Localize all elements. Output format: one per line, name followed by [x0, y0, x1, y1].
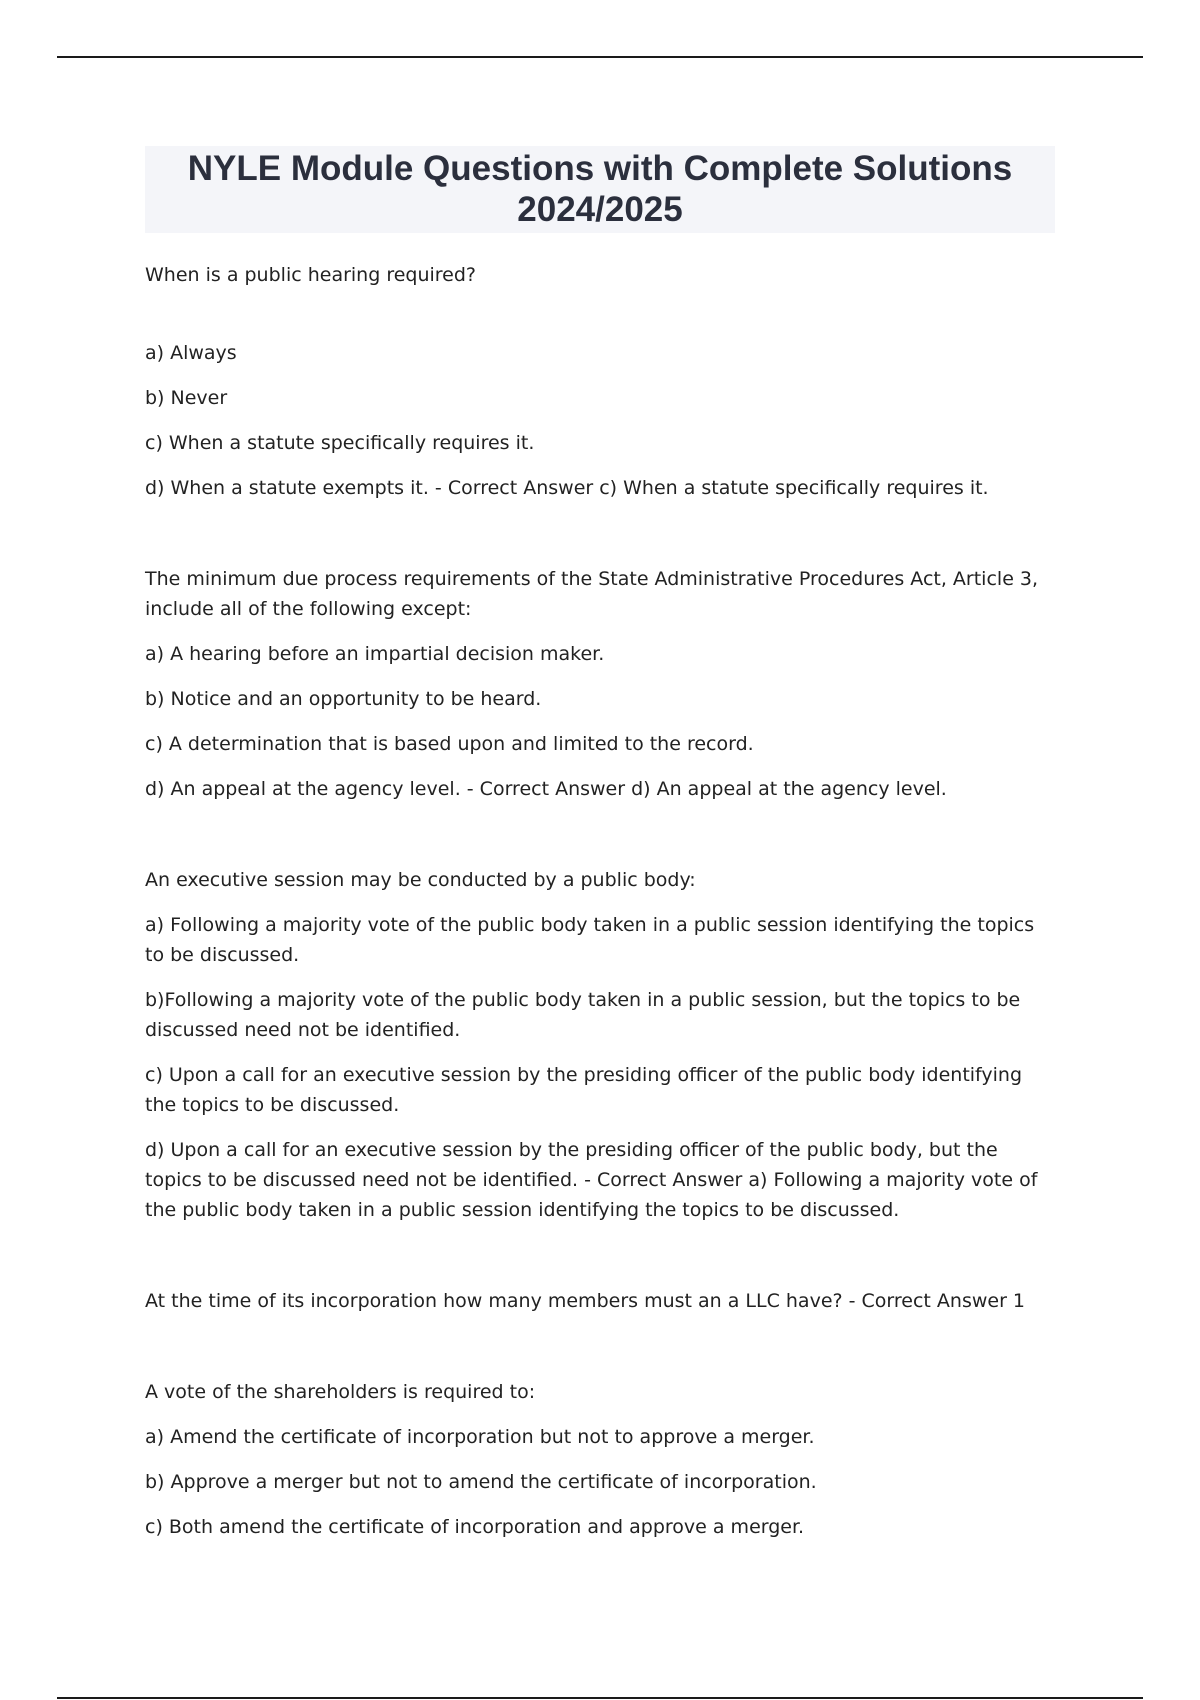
answer-option: c) A determination that is based upon and limited to the record. [145, 733, 754, 755]
answer-option: b)Following a majority vote of the public body taken in a public session, but the topics to be discussed need not be identified. [145, 989, 1021, 1041]
top-rule [57, 56, 1143, 58]
question-prompt: A vote of the shareholders is required to: [145, 1381, 536, 1403]
answer-option: a) Amend the certificate of incorporation but not to approve a merger. [145, 1426, 815, 1448]
question-block [145, 1286, 1055, 1316]
answer-option: c) When a statute specifically requires it. [145, 432, 535, 454]
answer-option: d) When a statute exempts it. - Correct Answer c) When a statute specifically requires it. [145, 477, 989, 499]
answer-option: c) Both amend the certificate of incorporation and approve a merger. [145, 1516, 805, 1538]
question-block [145, 564, 1055, 804]
question-prompt: The minimum due process requirements of the State Administrative Procedures Act, Article 3, include all of the following except: [145, 568, 1039, 620]
answer-option: a) A hearing before an impartial decision maker. [145, 643, 605, 665]
question-prompt: When is a public hearing required? [145, 264, 477, 286]
answer-option: d) Upon a call for an executive session by the presiding officer of the public body, but the topics to be discussed need not be identified. - Correct Answer a) Following a majority vote of the public body taken in a public session identifying the topics to be discussed. [145, 1139, 1038, 1221]
document-body [145, 146, 1055, 1542]
answer-option: a) Following a majority vote of the public body taken in a public session identifying the topics to be discussed. [145, 914, 1035, 966]
question-block [145, 865, 1055, 1225]
answer-option: c) Upon a call for an executive session by the presiding officer of the public body identifying the topics to be discussed. [145, 1064, 1023, 1116]
answer-option: d) An appeal at the agency level. - Correct Answer d) An appeal at the agency level. [145, 778, 947, 800]
title-line-2: 2024/2025 [517, 190, 683, 229]
question-block [145, 1377, 1055, 1542]
title-line-1: NYLE Module Questions with Complete Solutions [187, 149, 1013, 188]
answer-option: b) Never [145, 387, 228, 409]
bottom-rule [57, 1697, 1143, 1699]
answer-option: b) Approve a merger but not to amend the certificate of incorporation. [145, 1471, 817, 1493]
document-title [155, 146, 1045, 231]
title-box [145, 146, 1055, 233]
question-prompt: At the time of its incorporation how many members must an a LLC have? - Correct Answer 1 [145, 1290, 1026, 1312]
question-block [145, 260, 1055, 503]
answer-option: b) Notice and an opportunity to be heard. [145, 688, 542, 710]
qa-list [145, 260, 1055, 1542]
question-prompt: An executive session may be conducted by a public body: [145, 869, 696, 891]
answer-option: a) Always [145, 342, 237, 364]
